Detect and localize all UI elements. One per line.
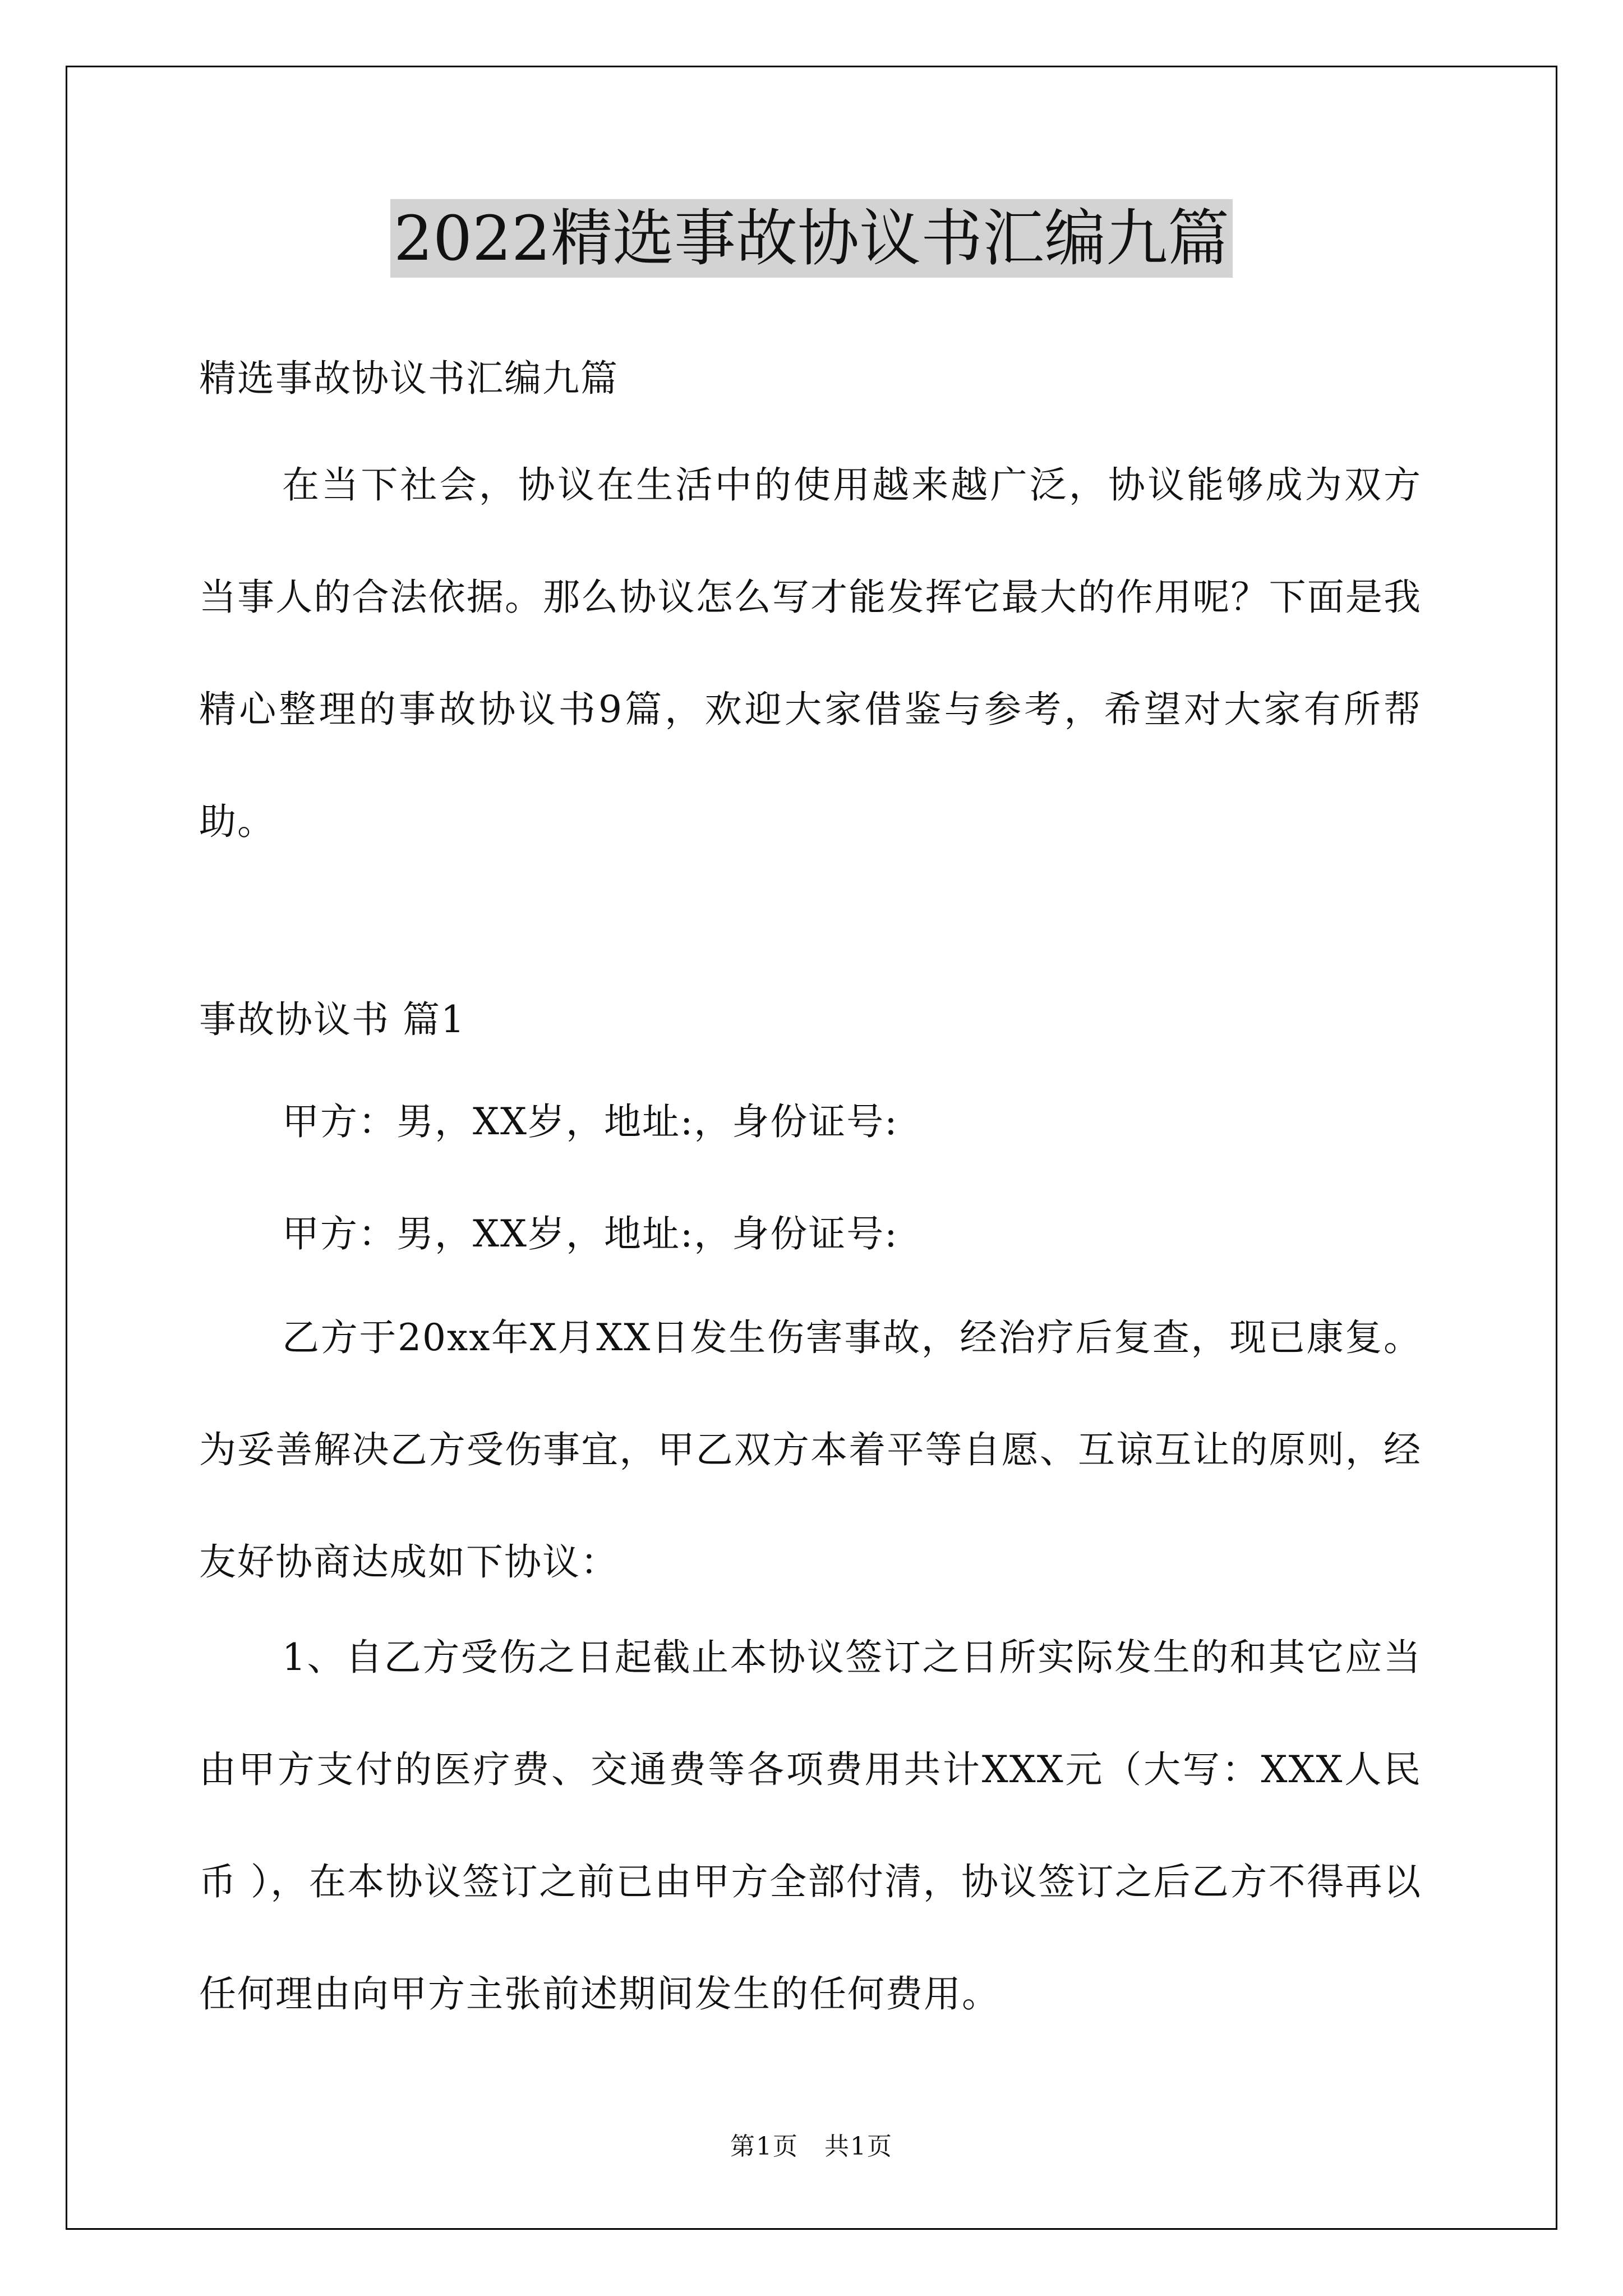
title-container [0,199,1623,278]
clause-1-paragraph: 1、自乙方受伤之日起截止本协议签订之日所实际发生的和其它应当由甲方支付的医疗费、交通费等各项费用共计XXX元（大写：XXX人民币 ），在本协议签订之前已由甲方全部付清，协议签订之后乙方不得再以任何理由向甲方主张前述期间发生的任何费用。 [199,1636,1422,2016]
background-paragraph: 乙方于20xx年X月XX日发生伤害事故，经治疗后复查，现已康复。为妥善解决乙方受伤事宜，甲乙双方本着平等自愿、互谅互让的原则，经友好协商达成如下协议： [199,1316,1422,1584]
party-a-block-1 [199,1066,1422,1178]
page-footer: 第1页 共1页 [730,2132,893,2161]
document-title: 2022精选事故协议书汇编九篇 [390,199,1233,278]
document-subtitle: 精选事故协议书汇编九篇 [199,357,619,400]
party-a-line-2: 甲方：男，XX岁，地址:，身份证号: [282,1212,898,1255]
section-heading: 事故协议书 篇1 [199,998,465,1041]
party-a-line-1: 甲方：男，XX岁，地址:，身份证号: [282,1100,898,1143]
party-a-block-2 [199,1178,1422,1290]
intro-block [199,429,1422,878]
clause-block [199,1602,1422,2050]
subtitle-block [199,323,1422,435]
section-heading-block [199,964,1422,1076]
background-block [199,1282,1422,1618]
intro-paragraph: 在当下社会，协议在生活中的使用越来越广泛，协议能够成为双方当事人的合法依据。那么协议怎么写才能发挥它最大的作用呢？下面是我精心整理的事故协议书9篇，欢迎大家借鉴与参考，希望对大家有所帮助。 [199,463,1422,843]
